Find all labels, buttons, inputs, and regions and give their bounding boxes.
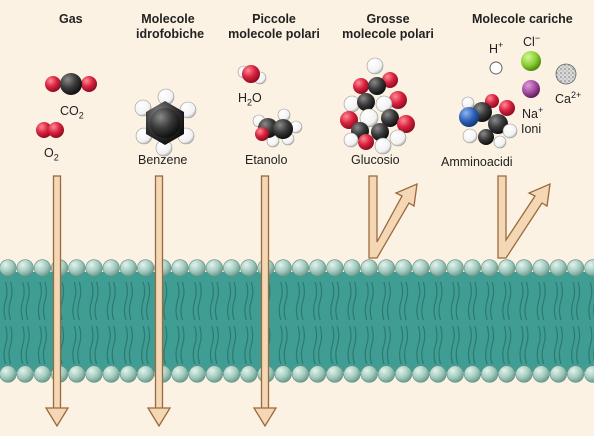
lipid-head [17,260,34,277]
label-etanolo: Etanolo [245,153,288,167]
lipid-heads-inner [0,366,594,383]
lipid-head [206,366,223,383]
header-piccole-line2: molecole polari [228,27,320,41]
lipid-head [120,260,137,277]
label-glucosio: Glucosio [351,153,400,167]
lipid-head [550,260,567,277]
glucosio-molecule [340,58,415,154]
lipid-head [567,366,584,383]
lipid-head [430,366,447,383]
label-h2o-sub: 2 [247,97,253,108]
lipid-head [516,260,533,277]
header-idrofobiche-line2: idrofobiche [136,27,205,41]
label-cl-minus-text: Cl [523,35,535,50]
label-h-plus [489,40,503,56]
lipid-head [69,260,86,277]
label-o2-text: O [44,146,54,160]
lipid-head [481,260,498,277]
o2-molecule [36,122,64,138]
label-h2o-text: H [238,91,248,105]
lipid-head [241,366,258,383]
lipid-head [292,366,309,383]
lipid-head [533,366,550,383]
label-co2-text: CO [60,104,79,118]
label-na-plus-text: Na [522,107,538,122]
lipid-head [137,260,154,277]
lipid-head [137,366,154,383]
lipid-head [309,260,326,277]
lipid-head [567,260,584,277]
lipid-head [361,260,378,277]
lipid-head [413,366,430,383]
header-grosse-line1: Grosse [366,12,410,26]
label-co2-sub: 2 [78,110,84,121]
lipid-head [413,260,430,277]
label-o2-sub: 2 [53,152,59,163]
lipid-head [378,366,395,383]
lipid-head [499,366,516,383]
lipid-heads-outer [0,260,594,277]
header-piccole-molecole-polari [224,12,324,42]
lipid-head [189,260,206,277]
benzene-molecule [135,89,196,156]
lipid-head [103,366,120,383]
lipid-head [309,366,326,383]
lipid-head [189,366,206,383]
lipid-head [275,366,292,383]
header-cariche-text: Molecole cariche [472,12,573,26]
label-h-plus-text: H [489,42,499,57]
arrow-ioni-bounce [498,176,550,258]
lipid-head [395,260,412,277]
lipid-head [344,260,361,277]
lipid-head [241,260,258,277]
label-amminoacidi: Amminoacidi [441,155,513,169]
lipid-head [481,366,498,383]
label-ca2-plus [555,90,581,106]
h2o-molecule [238,65,266,84]
lipid-head [34,366,51,383]
label-ca2-plus-text: Ca [555,92,571,107]
lipid-head [430,260,447,277]
h-plus-ion [490,62,502,74]
header-grosse-line2: molecole polari [342,27,434,41]
lipid-head [120,366,137,383]
header-gas [59,12,83,27]
label-o2 [44,146,59,163]
header-idrofobiche-line1: Molecole [141,12,195,26]
label-cl-minus-sup: − [534,33,541,43]
lipid-head [533,260,550,277]
label-h2o [238,91,262,108]
label-na-plus [522,105,543,121]
lipid-head [464,260,481,277]
header-molecole-idrofobiche [136,12,205,42]
lipid-head [327,260,344,277]
etanolo-molecule [253,109,302,147]
lipid-head [103,260,120,277]
lipid-head [86,366,103,383]
lipid-head [344,366,361,383]
label-co2 [60,104,84,121]
lipid-head [550,366,567,383]
lipid-head [69,366,86,383]
lipid-head [292,260,309,277]
lipid-head [378,260,395,277]
header-grosse-molecole-polari [338,12,438,42]
lipid-head [516,366,533,383]
label-cl-minus [523,33,540,49]
label-ioni: Ioni [521,122,542,136]
lipid-head [361,366,378,383]
lipid-head [447,260,464,277]
lipid-head [17,366,34,383]
lipid-head [223,366,240,383]
lipid-head [275,260,292,277]
lipid-head [206,260,223,277]
lipid-bilayer [0,260,594,383]
header-molecole-cariche [472,12,573,27]
lipid-head [0,260,16,277]
lipid-head [223,260,240,277]
label-na-plus-sup: + [537,105,544,115]
na-plus-ion [522,80,540,98]
co2-molecule [45,73,97,95]
label-h2o-tail: O [252,91,262,105]
lipid-head [0,366,16,383]
arrow-glucosio-bounce [369,176,417,258]
cl-minus-ion [521,51,541,71]
lipid-head [172,366,189,383]
lipid-head [499,260,516,277]
header-piccole-line1: Piccole [252,12,296,26]
label-h-plus-sup: + [498,40,504,50]
lipid-head [395,366,412,383]
amminoacido-molecule [459,94,517,148]
lipid-head [464,366,481,383]
label-benzene: Benzene [138,153,188,167]
label-ca2-plus-sup: 2+ [570,90,582,100]
lipid-head [172,260,189,277]
lipid-head [327,366,344,383]
lipid-head [447,366,464,383]
lipid-head [34,260,51,277]
lipid-head [86,260,103,277]
ca2-plus-ion [556,64,576,84]
header-gas-text: Gas [59,12,83,26]
